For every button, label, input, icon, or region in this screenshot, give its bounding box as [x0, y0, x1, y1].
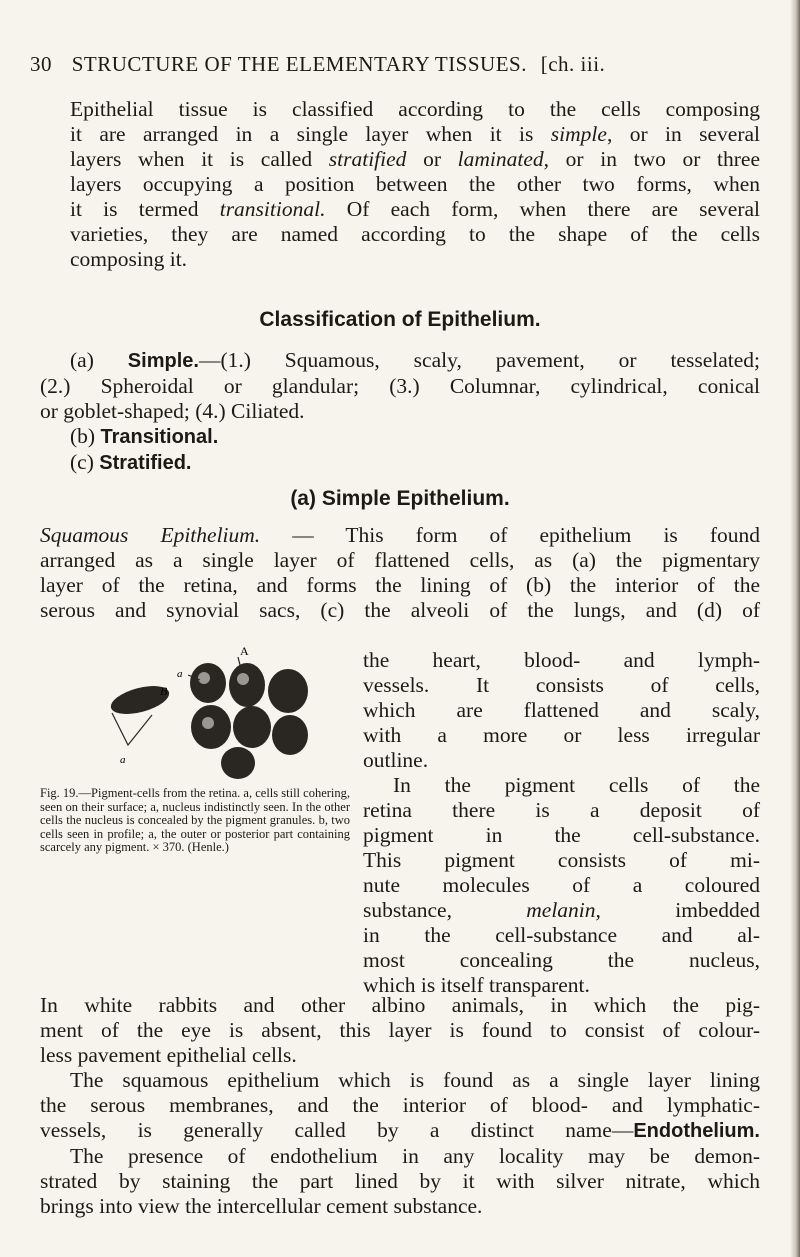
- pigment-cell: [233, 706, 271, 748]
- pigment-cells-figure: [90, 645, 360, 785]
- text-line: it is termed transitional. Of each form, when there are several: [70, 197, 761, 221]
- term-endothelium: Endothelium.: [633, 1120, 760, 1142]
- text-line: pigment in the cell-substance.: [363, 823, 760, 847]
- squamous-paragraph: [40, 523, 760, 623]
- text-line: which are flattened and scaly,: [363, 698, 760, 722]
- term-laminated: laminated: [457, 147, 544, 171]
- text-line: most concealing the nucleus,: [363, 948, 760, 972]
- text-line: The presence of endothelium in any locality may be demon-: [70, 1144, 760, 1168]
- text-line: retina there is a deposit of: [363, 798, 760, 822]
- text-line: serous and synovial sacs, (c) the alveoli of the lungs, and (d) of: [40, 598, 760, 622]
- text-line: with a more or less irregular: [363, 723, 760, 747]
- text-line: This pigment consists of mi-: [363, 848, 760, 872]
- pigment-cell: [190, 663, 226, 703]
- page-number: 30: [30, 52, 52, 76]
- lead-term: Squamous Epithelium.: [40, 523, 261, 547]
- text-line: (2.) Spheroidal or glandular; (3.) Columnar, cylindrical, conical: [40, 374, 760, 398]
- label-A: A: [240, 645, 249, 658]
- class-item-b: (b) Transitional.: [70, 424, 219, 448]
- text-line: arranged as a single layer of flattened cells, as (a) the pigmentary: [40, 548, 760, 572]
- term-stratified: stratified: [328, 147, 407, 171]
- text-line: or goblet-shaped; (4.) Ciliated.: [40, 399, 305, 423]
- right-column: [363, 648, 760, 998]
- text-line: ment of the eye is absent, this layer is found to consist of colour-: [40, 1018, 760, 1042]
- text-line: In white rabbits and other albino animals, in which the pig-: [40, 993, 760, 1017]
- text-line: vessels. It consists of cells,: [363, 673, 760, 697]
- text-line: brings into view the intercellular cement substance.: [40, 1194, 483, 1218]
- text-line: vessels, is generally called by a distinct name—Endothelium.: [40, 1118, 760, 1142]
- pointer-line: [238, 657, 240, 665]
- text-line: the serous membranes, and the interior of blood- and lymphatic-: [40, 1093, 760, 1117]
- text-line: composing it.: [70, 247, 188, 271]
- figure-caption: Fig. 19.—Pigment-cells from the retina. a, cells still cohering, seen on their surface; a, nucleus indistinctly seen. In the other cells the nucleus is concealed by the pigment granules. b, two cells seen in profile; a, the outer or posterior part containing scarcely any pigment. × 370. (Henle.): [40, 786, 351, 855]
- text-line: Epithelial tissue is classified according to the cells composing: [70, 97, 760, 121]
- text-line: In the pigment cells of the: [393, 773, 760, 797]
- label-a-top: a: [177, 668, 183, 680]
- classification-list: [40, 348, 760, 476]
- text-line: strated by staining the part lined by it with silver nitrate, which: [40, 1169, 760, 1193]
- classification-heading: Classification of Epithelium.: [259, 308, 541, 331]
- text-line: layers when it is called stratified or laminated, or in two or three: [70, 147, 761, 171]
- text-line: less pavement epithelial cells.: [40, 1043, 297, 1067]
- text-line: varieties, they are named according to the shape of the cells: [70, 222, 760, 246]
- pigment-cell: [268, 669, 308, 713]
- section-heading: (a) Simple Epithelium.: [290, 487, 510, 510]
- term-transitional: transitional.: [219, 197, 326, 221]
- class-item-a: (a) Simple.—(1.) Squamous, scaly, pavement, or tesselated;: [70, 348, 760, 372]
- text-line: layers occupying a position between the other two forms, when: [70, 172, 760, 196]
- text-line: Squamous Epithelium. — This form of epithelium is found: [40, 523, 760, 547]
- running-header: [30, 52, 770, 77]
- profile-cell-outline: [112, 713, 152, 745]
- text-line: layer of the retina, and forms the lining of (b) the interior of the: [40, 573, 760, 597]
- text-line: the heart, blood- and lymph-: [363, 648, 760, 672]
- pigment-cell: [272, 715, 308, 755]
- pigment-cell: [221, 747, 255, 779]
- text-line: outline.: [363, 748, 429, 772]
- text-line: it are arranged in a single layer when it is simple, or in several: [70, 122, 761, 146]
- label-B: B: [160, 684, 168, 698]
- text-line: in the cell-substance and al-: [363, 923, 760, 947]
- bottom-paragraphs: [40, 993, 760, 1219]
- class-item-c: (c) Stratified.: [70, 450, 192, 474]
- running-title: STRUCTURE OF THE ELEMENTARY TISSUES.: [71, 52, 527, 76]
- text-line: The squamous epithelium which is found as a single layer lining: [70, 1068, 760, 1092]
- chapter-ref: [ch. iii.: [540, 52, 606, 76]
- page-edge: [790, 0, 800, 1257]
- text-line: nute molecules of a coloured: [363, 873, 760, 897]
- term-simple: simple: [550, 122, 607, 146]
- term-melanin: melanin,: [526, 898, 601, 922]
- text-line: which is itself transparent.: [363, 973, 590, 997]
- label-a-bottom: a: [120, 754, 126, 766]
- pigment-cell: [229, 663, 265, 707]
- intro-paragraph: [40, 97, 760, 272]
- text-line: substance, melanin, imbedded: [363, 898, 761, 922]
